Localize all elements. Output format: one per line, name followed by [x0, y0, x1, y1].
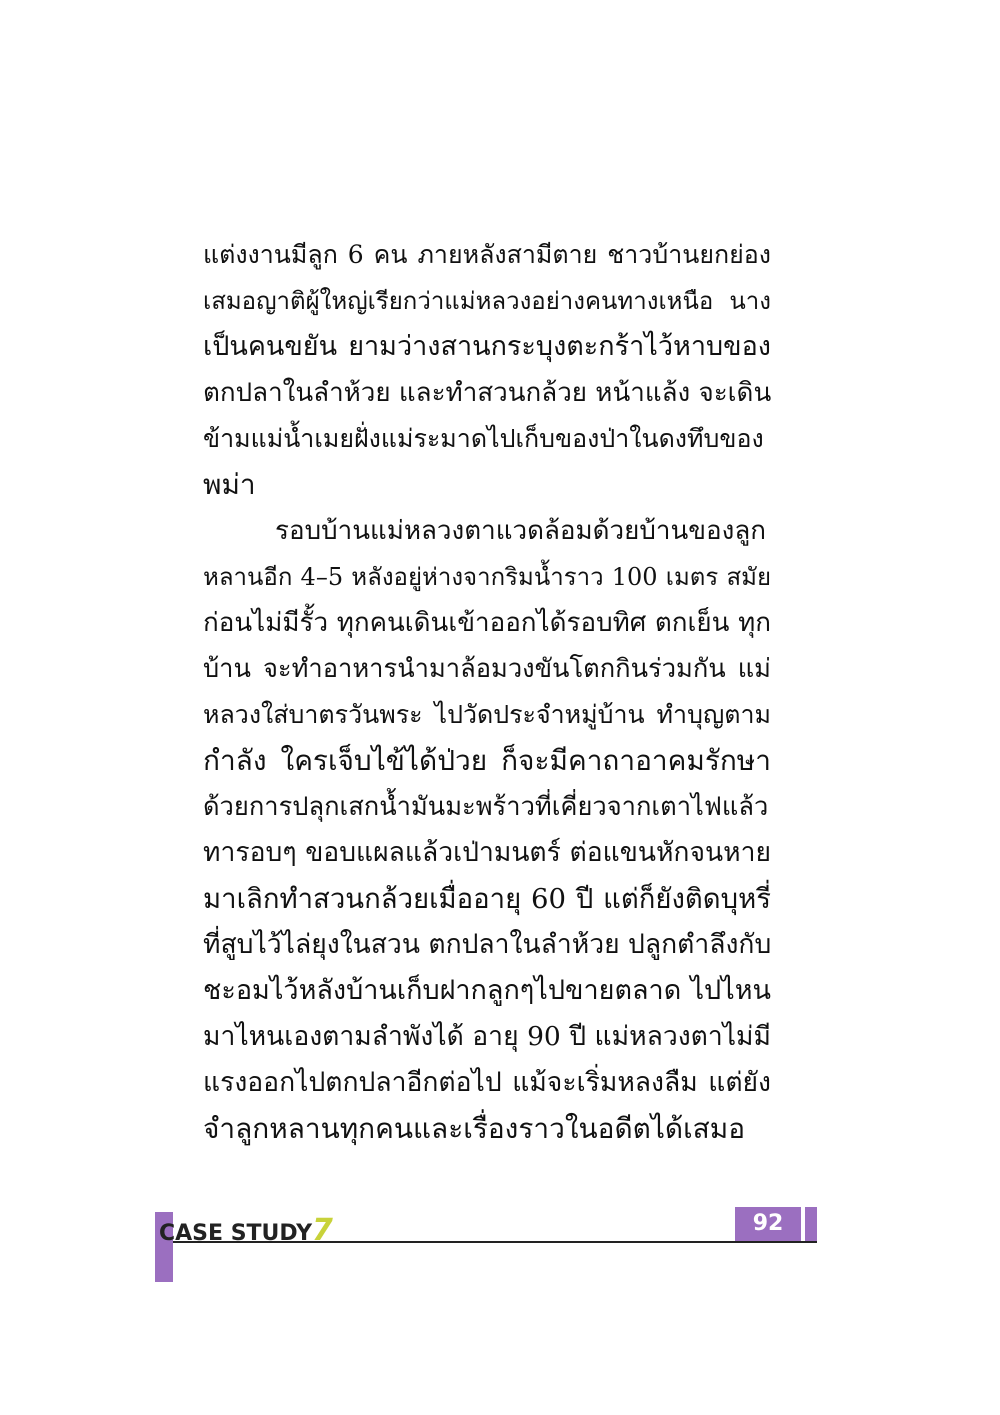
text-line: หลานอีก 4–5 หลังอยู่ห่างจากริมน้ำราว 100 เมตร สมัย [203, 563, 771, 591]
text-line: ด้วยการปลุกเสกน้ำมันมะพร้าวที่เคี่ยวจากเตาไฟแล้ว [203, 792, 769, 822]
text-line: แต่งงานมีลูก 6 คน ภายหลังสามีตาย ชาวบ้านยกย่อง [203, 240, 771, 269]
text-line: จำลูกหลานทุกคนและเรื่องราวในอดีตได้เสมอ [203, 1112, 746, 1145]
text-line: ที่สูบไว้ไล่ยุงในสวน ตกปลาในลำห้วย ปลูกตำลึงกับ [203, 929, 772, 960]
text-line: ทารอบๆ ขอบแผลแล้วเป่ามนตร์ ต่อแขนหักจนหาย [203, 837, 771, 868]
text-line: ก่อนไม่มีรั้ว ทุกคนเดินเข้าออกได้รอบทิศ ตกเย็น ทุก [203, 608, 771, 638]
paragraph-2 [203, 508, 771, 1152]
text-line: เสมอญาติผู้ใหญ่เรียกว่าแม่หลวงอย่างคนทางเหนือ นาง [203, 287, 771, 315]
text-line: บ้าน จะทำอาหารนำมาล้อมวงขันโตกกินร่วมกัน แม่ [203, 654, 771, 684]
text-line: รอบบ้านแม่หลวงตาแวดล้อมด้วยบ้านของลูก [275, 516, 766, 546]
page-footer [155, 1207, 817, 1282]
paragraph-1 [203, 232, 771, 508]
footer-brand-text: CASE STUDY [159, 1221, 313, 1246]
footer-brand [159, 1213, 333, 1248]
page-number: 92 [735, 1207, 801, 1241]
text-line: กำลัง ใครเจ็บไข้ได้ป่วย ก็จะมีคาถาอาคมรักษา [203, 744, 771, 777]
footer-brand-number: 7 [312, 1213, 333, 1248]
text-line: ตกปลาในลำห้วย และทำสวนกล้วย หน้าแล้ง จะเดิน [203, 378, 772, 408]
text-line: หลวงใส่บาตรวันพระ ไปวัดประจำหมู่บ้าน ทำบุญตาม [203, 700, 771, 729]
text-line: พม่า [203, 468, 256, 501]
text-line: ชะอมไว้หลังบ้านเก็บฝากลูกๆไปขายตลาด ไปไหน [203, 975, 771, 1006]
text-line: มาไหนเองตามลำพังได้ อายุ 90 ปี แม่หลวงตาไม่มี [203, 1021, 771, 1052]
text-line: มาเลิกทำสวนกล้วยเมื่ออายุ 60 ปี แต่ก็ยังติดบุหรี่ [203, 883, 771, 915]
page-number-tab [805, 1207, 817, 1241]
text-line: ข้ามแม่น้ำเมยฝั่งแม่ระมาดไปเก็บของป่าในดงทึบของ [203, 424, 764, 453]
page-body [203, 232, 771, 1152]
text-line: เป็นคนขยัน ยามว่างสานกระบุงตะกร้าไว้หาบของ [203, 331, 771, 362]
text-line: แรงออกไปตกปลาอีกต่อไป แม้จะเริ่มหลงลืม แต่ยัง [203, 1067, 771, 1098]
